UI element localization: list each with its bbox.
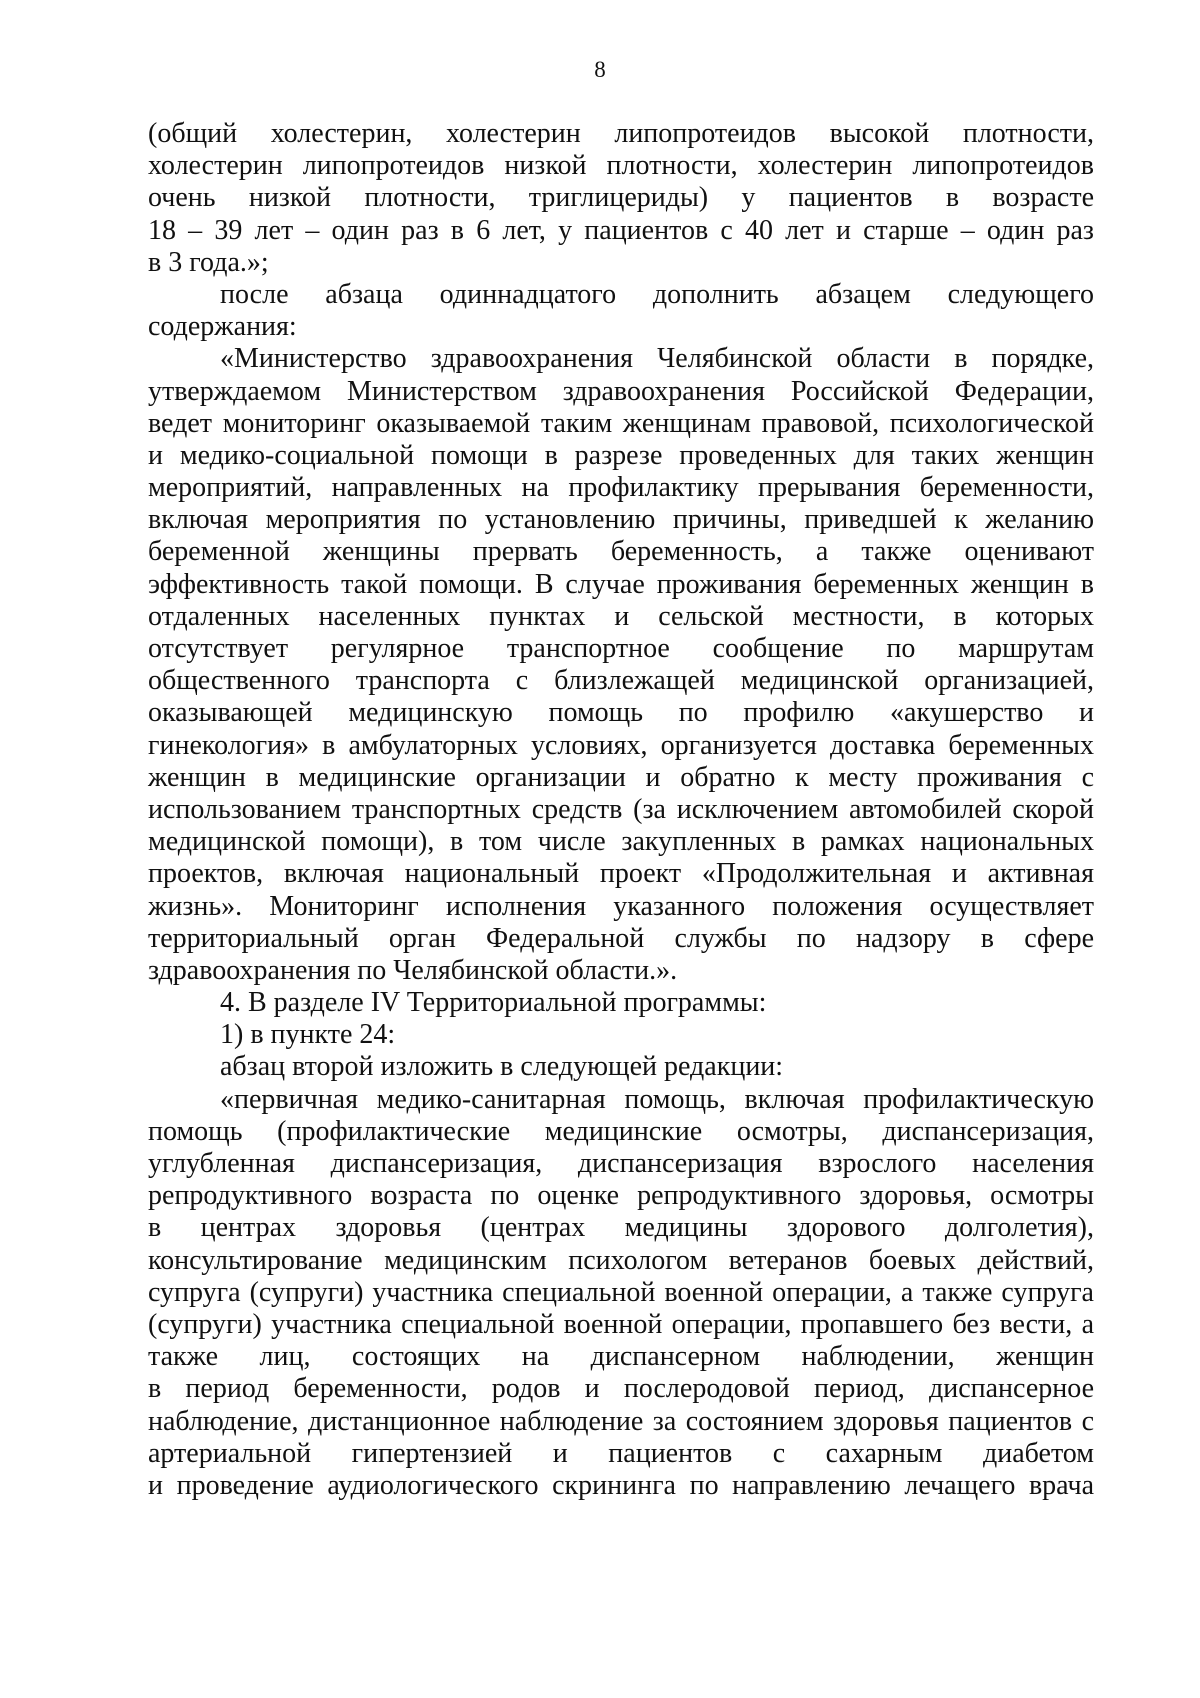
text-line: здравоохранения по Челябинской области.». xyxy=(148,954,678,986)
text-line: утверждаемом Министерством здравоохранения Российской Федерации, xyxy=(148,375,1094,407)
text-line: 1) в пункте 24: xyxy=(220,1019,396,1051)
text-line: «первичная медико-санитарная помощь, включая профилактическую xyxy=(220,1083,1094,1115)
text-line: беременной женщины прервать беременность, а также оценивают xyxy=(148,536,1094,568)
text-line: проектов, включая национальный проект «Продолжительная и активная xyxy=(148,858,1094,890)
text-line: «Министерство здравоохранения Челябинской области в порядке, xyxy=(220,343,1094,375)
page-number: 8 xyxy=(594,57,606,82)
text-line: ведет мониторинг оказываемой таким женщинам правовой, психологической xyxy=(148,407,1094,439)
text-line: 4. В разделе IV Территориальной программы: xyxy=(220,987,767,1019)
text-line: углубленная диспансеризация, диспансеризация взрослого населения xyxy=(148,1148,1094,1179)
text-line: содержания: xyxy=(148,311,297,343)
text-line: мероприятий, направленных на профилактику прерывания беременности, xyxy=(148,472,1094,504)
document-body xyxy=(148,118,1094,1502)
text-line: использованием транспортных средств (за исключением автомобилей скорой xyxy=(148,793,1094,825)
text-line: наблюдение, дистанционное наблюдение за состоянием здоровья пациентов с xyxy=(148,1405,1094,1437)
text-line: абзац второй изложить в следующей редакции: xyxy=(220,1051,784,1083)
text-line: женщин в медицинские организации и обратно к месту проживания с xyxy=(148,761,1094,793)
text-line: оказывающей медицинскую помощь по профилю «акушерство и xyxy=(148,697,1094,729)
text-line: в период беременности, родов и послеродовой период, диспансерное xyxy=(148,1373,1094,1405)
text-line: отдаленных населенных пунктах и сельской местности, в которых xyxy=(148,600,1094,632)
text-line: очень низкой плотности, триглицериды) у пациентов в возрасте xyxy=(148,182,1094,214)
text-line: жизнь». Мониторинг исполнения указанного положения осуществляет xyxy=(148,890,1094,922)
text-line: отсутствует регулярное транспортное сообщение по маршрутам xyxy=(148,633,1094,664)
text-line: (супруги) участника специальной военной операции, пропавшего без вести, а xyxy=(148,1308,1094,1340)
text-line: 18 – 39 лет – один раз в 6 лет, у пациентов с 40 лет и старше – один раз xyxy=(148,214,1094,246)
text-line: включая мероприятия по установлению причины, приведшей к желанию xyxy=(148,504,1094,536)
text-line: супруга (супруги) участника специальной военной операции, а также супруга xyxy=(148,1276,1094,1308)
text-line: помощь (профилактические медицинские осмотры, диспансеризация, xyxy=(148,1115,1094,1147)
text-line: общественного транспорта с близлежащей медицинской организацией, xyxy=(148,665,1094,697)
text-line: репродуктивного возраста по оценке репродуктивного здоровья, осмотры xyxy=(148,1180,1094,1212)
text-line: (общий холестерин, холестерин липопротеидов высокой плотности, xyxy=(148,118,1094,149)
text-line: в 3 года.»; xyxy=(148,246,269,278)
text-line: холестерин липопротеидов низкой плотности, холестерин липопротеидов xyxy=(148,150,1094,182)
text-line: медицинской помощи), в том числе закупленных в рамках национальных xyxy=(148,826,1094,858)
text-line: после абзаца одиннадцатого дополнить абзацем следующего xyxy=(220,278,1094,310)
text-line: гинекология» в амбулаторных условиях, организуется доставка беременных xyxy=(148,729,1094,761)
text-line: также лиц, состоящих на диспансерном наблюдении, женщин xyxy=(148,1341,1094,1373)
text-line: территориальный орган Федеральной службы по надзору в сфере xyxy=(148,922,1094,954)
text-line: и проведение аудиологического скрининга по направлению лечащего врача xyxy=(148,1469,1094,1501)
text-line: эффективность такой помощи. В случае проживания беременных женщин в xyxy=(148,568,1094,600)
text-line: в центрах здоровья (центрах медицины здорового долголетия), xyxy=(148,1212,1094,1244)
text-line: и медико-социальной помощи в разрезе проведенных для таких женщин xyxy=(148,439,1094,471)
text-line: консультирование медицинским психологом ветеранов боевых действий, xyxy=(148,1244,1094,1276)
text-line: артериальной гипертензией и пациентов с сахарным диабетом xyxy=(148,1437,1094,1469)
